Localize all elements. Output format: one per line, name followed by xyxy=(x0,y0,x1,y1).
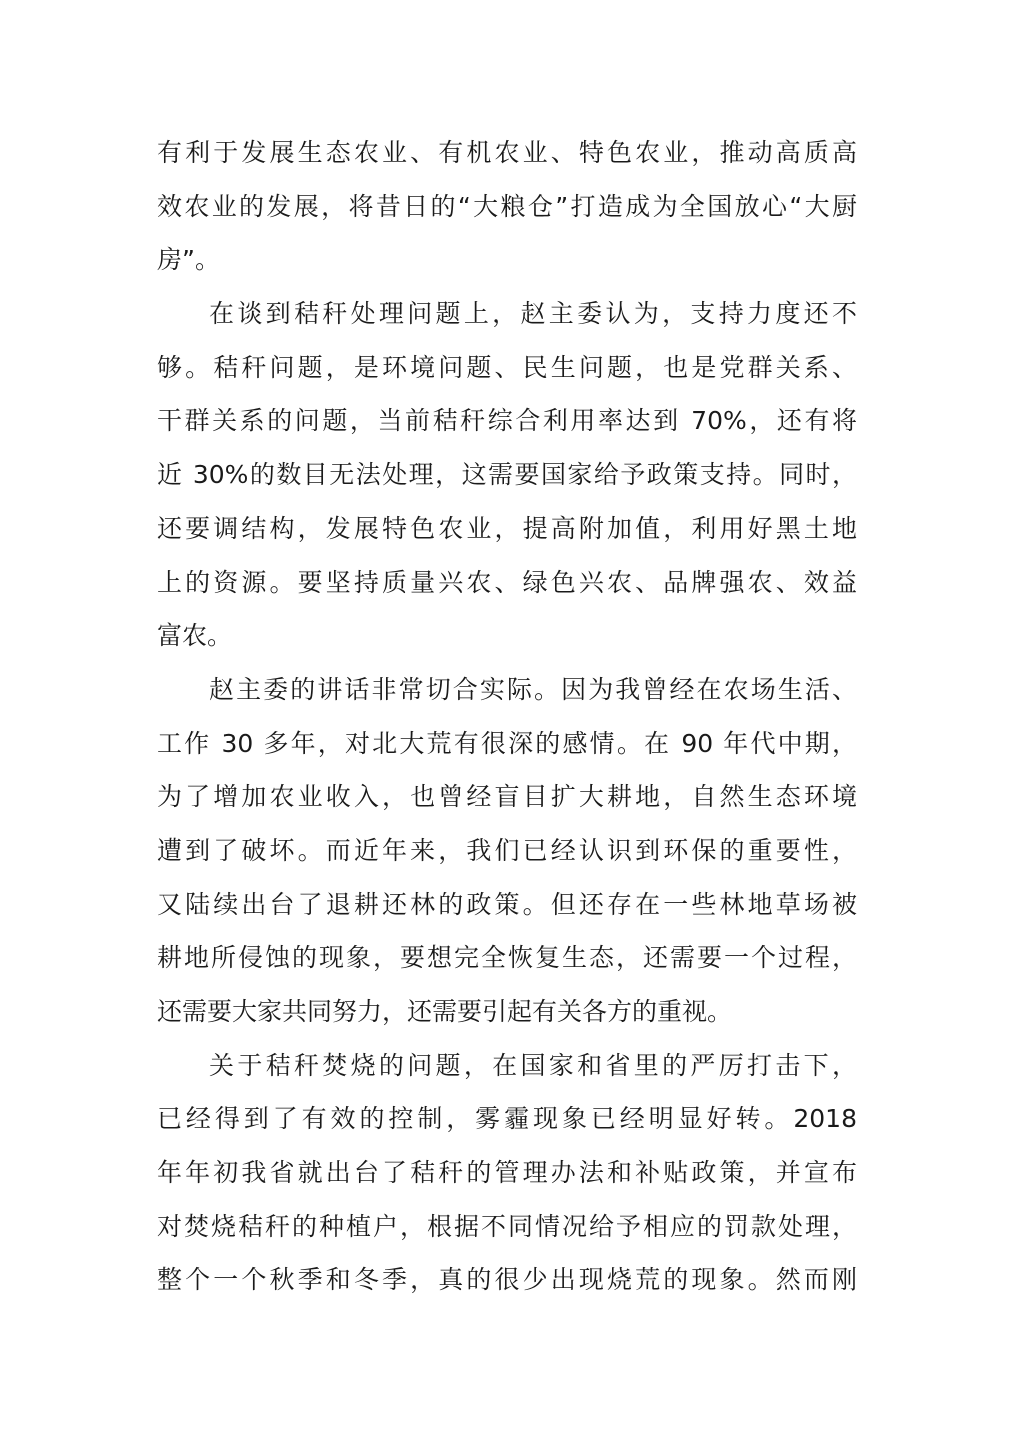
text-line: 工作 30 多年，对北大荒有很深的感情。在 90 年代中期， xyxy=(157,728,857,758)
text-line: 还需要大家共同努力，还需要引起有关各方的重视。 xyxy=(157,997,733,1026)
text-line: 关于秸秆焚烧的问题，在国家和省里的严厉打击下， xyxy=(209,1050,857,1080)
text-line: 近 30%的数目无法处理，这需要国家给予政策支持。同时， xyxy=(157,460,857,490)
text-line: 干群关系的问题，当前秸秆综合利用率达到 70%，还有将 xyxy=(157,406,857,436)
text-line: 年年初我省就出台了秸秆的管理办法和补贴政策，并宣布 xyxy=(157,1158,857,1188)
text-line: 房”。 xyxy=(157,245,220,275)
text-line: 上的资源。要坚持质量兴农、绿色兴农、品牌强农、效益 xyxy=(157,567,857,597)
text-line: 够。秸秆问题，是环境问题、民生问题，也是党群关系、 xyxy=(157,352,857,382)
body-text xyxy=(157,126,857,1307)
text-line: 耕地所侵蚀的现象，要想完全恢复生态，还需要一个过程， xyxy=(157,943,857,973)
text-line: 对焚烧秸秆的种植户，根据不同情况给予相应的罚款处理， xyxy=(157,1211,857,1241)
text-line: 赵主委的讲话非常切合实际。因为我曾经在农场生活、 xyxy=(209,674,857,704)
text-line: 已经得到了有效的控制，雾霾现象已经明显好转。2018 xyxy=(157,1104,857,1134)
text-line: 整个一个秋季和冬季，真的很少出现烧荒的现象。然而刚 xyxy=(157,1265,857,1295)
text-line: 效农业的发展，将昔日的“大粮仓”打造成为全国放心“大厨 xyxy=(157,191,857,221)
text-line: 还要调结构，发展特色农业，提高附加值，利用好黑土地 xyxy=(157,513,857,543)
text-line: 在谈到秸秆处理问题上，赵主委认为，支持力度还不 xyxy=(209,299,857,329)
text-line: 遭到了破坏。而近年来，我们已经认识到环保的重要性， xyxy=(157,835,857,865)
text-line: 有利于发展生态农业、有机农业、特色农业，推动高质高 xyxy=(157,138,857,167)
text-line: 富农。 xyxy=(157,621,233,651)
text-line: 又陆续出台了退耕还林的政策。但还存在一些林地草场被 xyxy=(157,889,857,919)
text-line: 为了增加农业收入，也曾经盲目扩大耕地，自然生态环境 xyxy=(157,782,857,812)
